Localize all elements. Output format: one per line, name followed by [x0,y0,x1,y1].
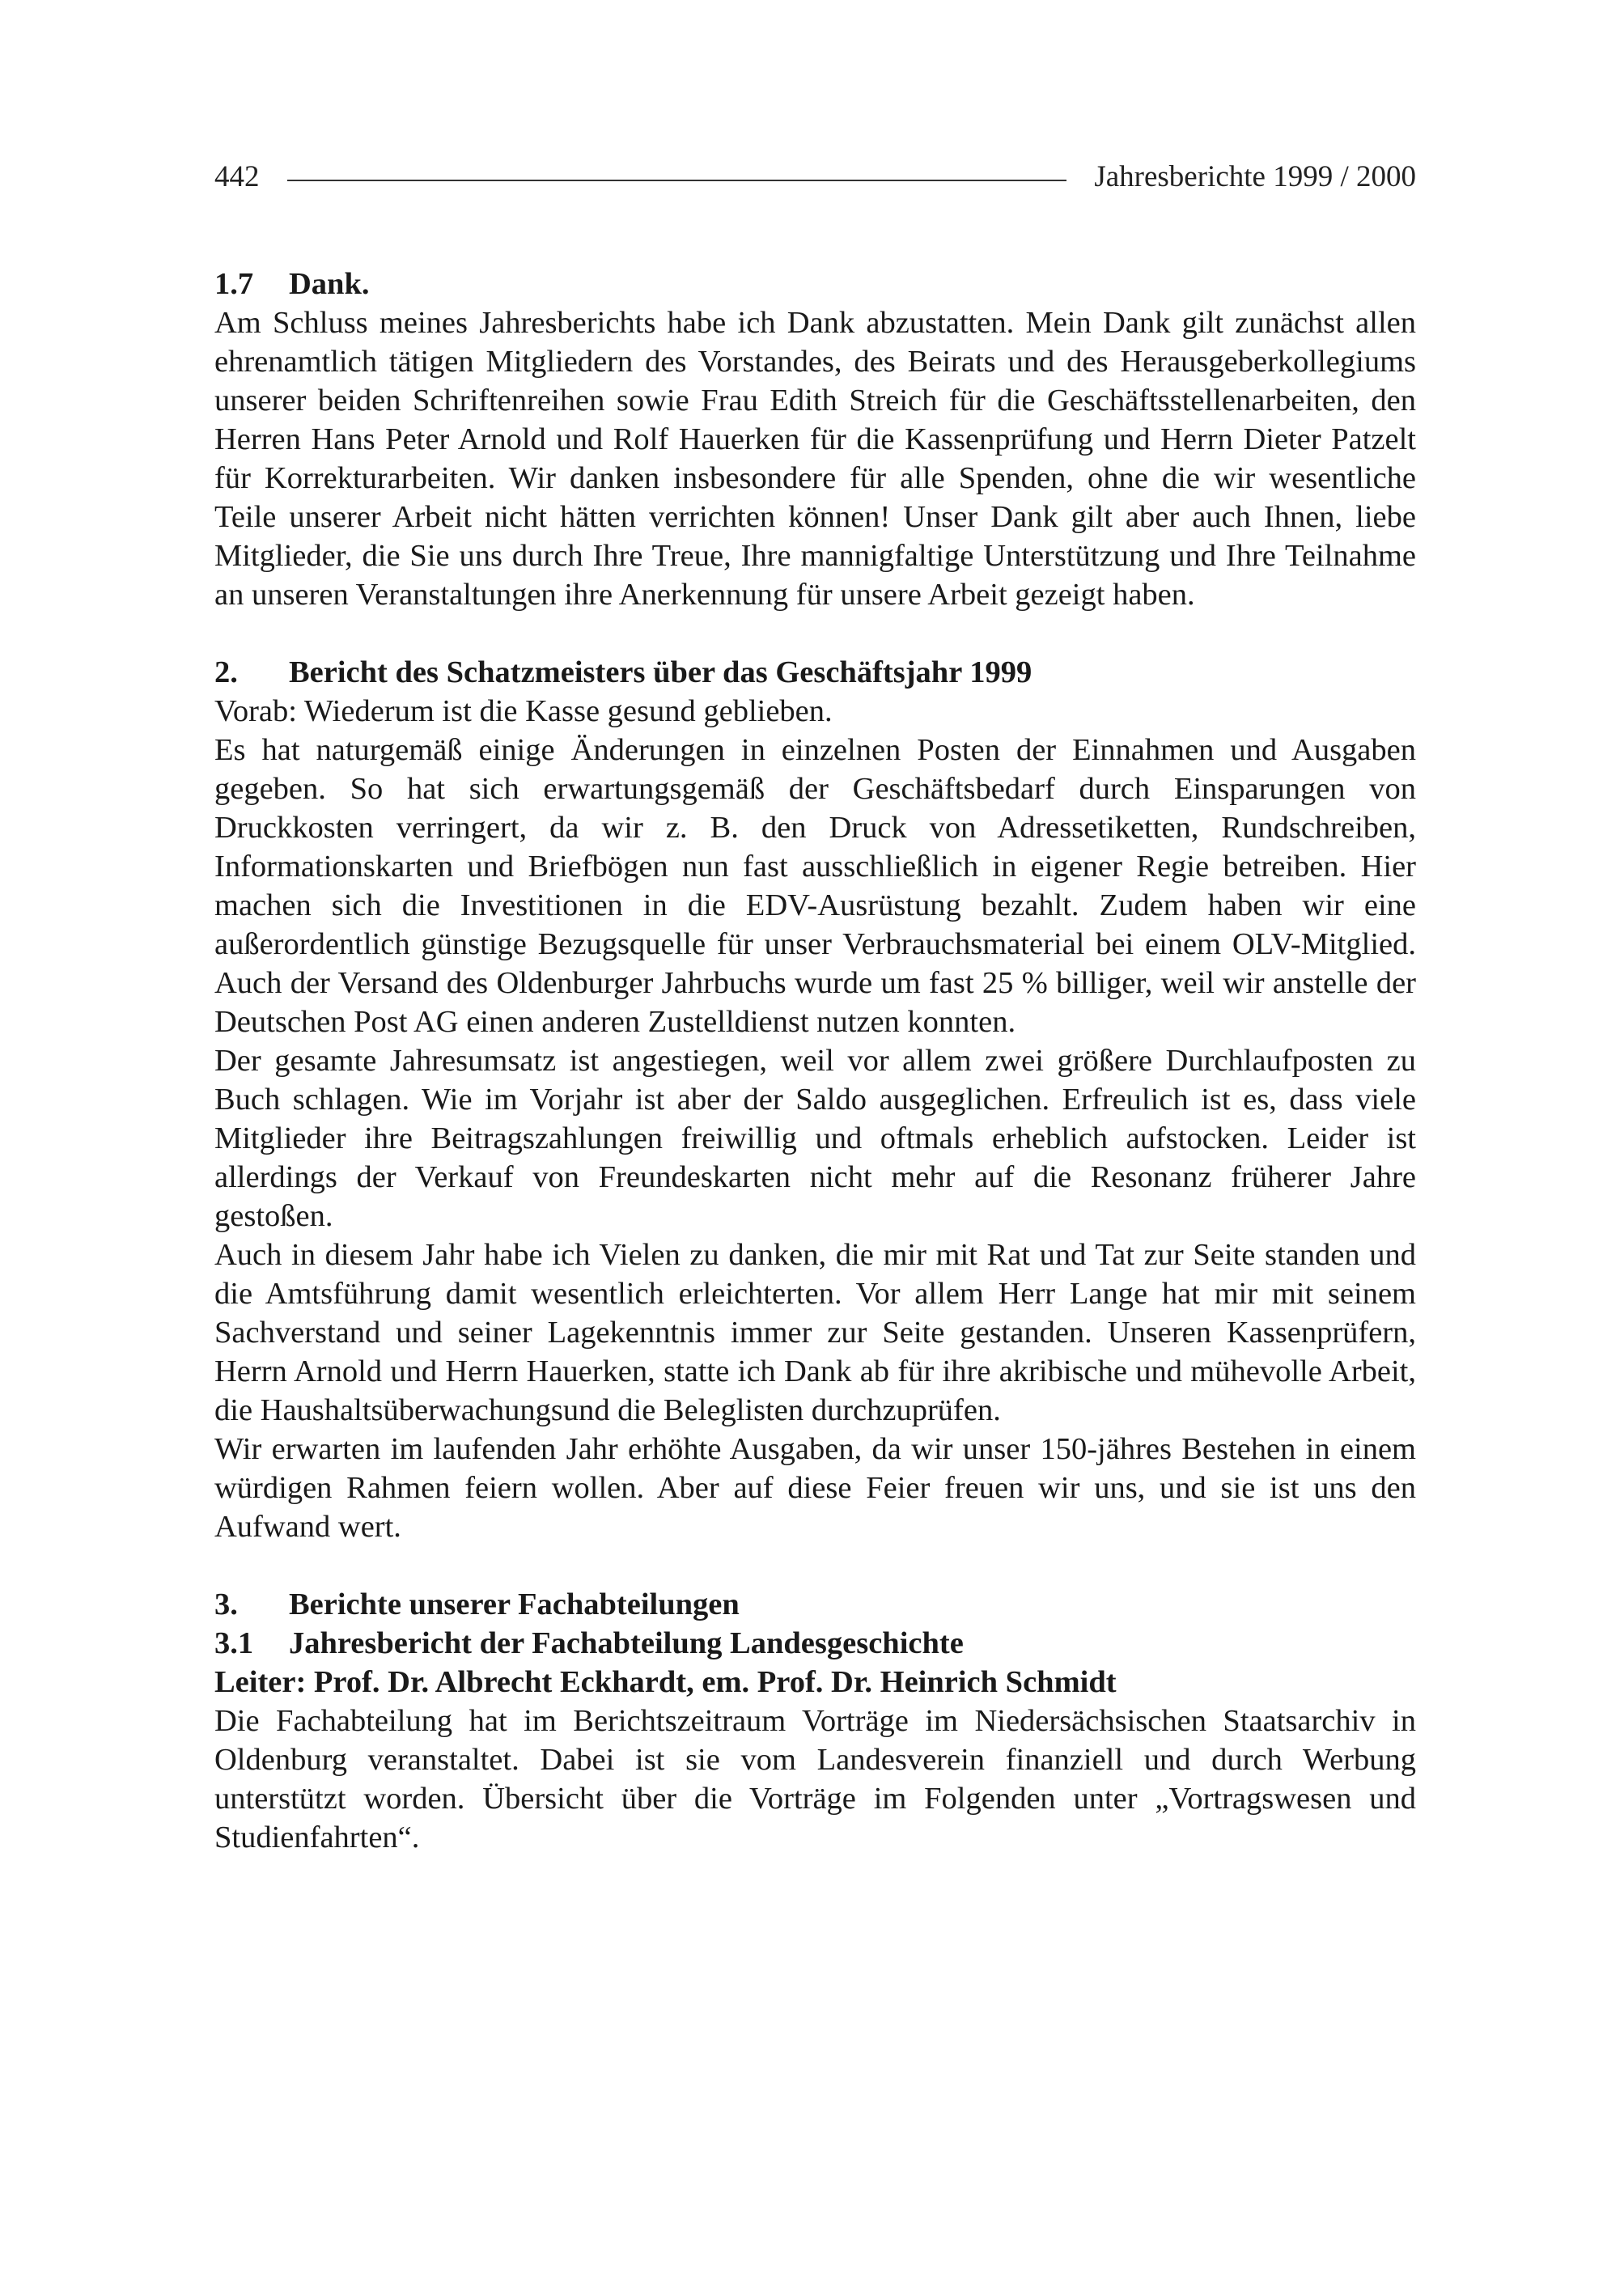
document-page [214,162,1416,1857]
page-number: 442 [214,160,260,193]
running-title: Jahresberichte 1999 / 2000 [1094,160,1416,193]
running-header [214,162,1416,192]
section-1-7-body: Am Schluss meines Jahresberichts habe ich Dank abzustatten. Mein Dank gilt zunächst allen ehrenamtlich tätigen Mitgliedern des Vorstandes, des Beirats und des Herausgeberkollegiums unserer beiden Schriftenreihen sowie Frau Edith Streich für die Geschäftsstellenarbeiten, den Herren Hans Peter Arnold und Rolf Hauerken für die Kassenprüfung und Herrn Dieter Patzelt für Korrekturarbeiten. Wir danken insbesondere für alle Spenden, ohne die wir wesentliche Teile unserer Arbeit nicht hätten verrichten können! Unser Dank gilt aber auch Ihnen, liebe Mitglieder, die Sie uns durch Ihre Treue, Ihre mannigfaltige Unterstützung und Ihre Teilnahme an unseren Veranstaltungen ihre Anerkennung für unsere Arbeit gezeigt haben. [214,306,1416,612]
section-1-7-heading [214,265,1416,303]
subsection-number: 3.1 [214,1626,254,1660]
section-2-paragraph: Es hat naturgemäß einige Änderungen in einzelnen Posten der Einnahmen und Ausgaben gegeben. So hat sich erwartungsgemäß der Geschäftsbedarf durch Einsparungen von Druckkosten verringert, da wir z. B. den Druck von Adressetiketten, Rundschreiben, Informationskarten und Briefbögen nun fast ausschließlich in eigener Regie betreiben. Hier machen sich die Investitionen in die EDV-Ausrüstung bezahlt. Zudem haben wir eine außerordentlich günstige Bezugsquelle für unser Verbrauchsmaterial bei einem OLV-Mitglied. Auch der Versand des Oldenburger Jahrbuchs wurde um fast 25 % billiger, weil wir anstelle der Deutschen Post AG einen anderen Zustelldienst nutzen konnten. [214,733,1416,1039]
section-title: Dank. [289,267,370,301]
section-number: 3. [214,1587,238,1621]
section-3-1-heading [214,1624,1416,1663]
section-2-paragraph: Auch in diesem Jahr habe ich Vielen zu danken, die mir mit Rat und Tat zur Seite standen und die Amtsführung damit wesentlich erleichterten. Vor allem Herr Lange hat mir mit seinem Sachverstand und seiner Lagekenntnis immer zur Seite gestanden. Unseren Kassenprüfern, Herrn Arnold und Herrn Hauerken, statte ich Dank ab für ihre akribische und mühevolle Arbeit, die Haushaltsüberwachungsund die Beleglisten durchzuprüfen. [214,1238,1416,1427]
section-2-paragraph: Wir erwarten im laufenden Jahr erhöhte Ausgaben, da wir unser 150-jähres Bestehen in einem würdigen Rahmen feiern wollen. Aber auf diese Feier freuen wir uns, und sie ist uns den Aufwand wert. [214,1432,1416,1544]
paragraph-gap [214,614,1416,653]
paragraph-gap [214,1546,1416,1585]
section-2-heading [214,653,1416,692]
section-2-paragraph: Vorab: Wiederum ist die Kasse gesund geblieben. [214,694,833,728]
section-3-1-leader: Leiter: Prof. Dr. Albrecht Eckhardt, em. Prof. Dr. Heinrich Schmidt [214,1665,1117,1699]
page-content [214,265,1416,1857]
header-rule [287,180,1067,181]
section-2-paragraph: Der gesamte Jahresumsatz ist angestiegen, weil vor allem zwei größere Durchlaufposten zu Buch schlagen. Wie im Vorjahr ist aber der Saldo ausgeglichen. Erfreulich ist es, dass viele Mitglieder ihre Beitragszahlungen freiwillig und oftmals erheblich aufstocken. Leider ist allerdings der Verkauf von Freundeskarten nicht mehr auf die Resonanz früherer Jahre gestoßen. [214,1044,1416,1233]
section-3-heading [214,1585,1416,1624]
section-number: 1.7 [214,267,254,301]
section-number: 2. [214,655,238,689]
section-3-1-body: Die Fachabteilung hat im Berichtszeitraum Vorträge im Niedersächsischen Staatsarchiv in Oldenburg veranstaltet. Dabei ist sie vom Landesverein finanziell und durch Werbung unterstützt worden. Übersicht über die Vorträge im Folgenden unter „Vortragswesen und Studienfahrten“. [214,1704,1416,1854]
section-title: Bericht des Schatzmeisters über das Geschäftsjahr 1999 [289,655,1032,689]
section-title: Berichte unserer Fachabteilungen [289,1587,740,1621]
subsection-title: Jahresbericht der Fachabteilung Landesgeschichte [289,1626,964,1660]
